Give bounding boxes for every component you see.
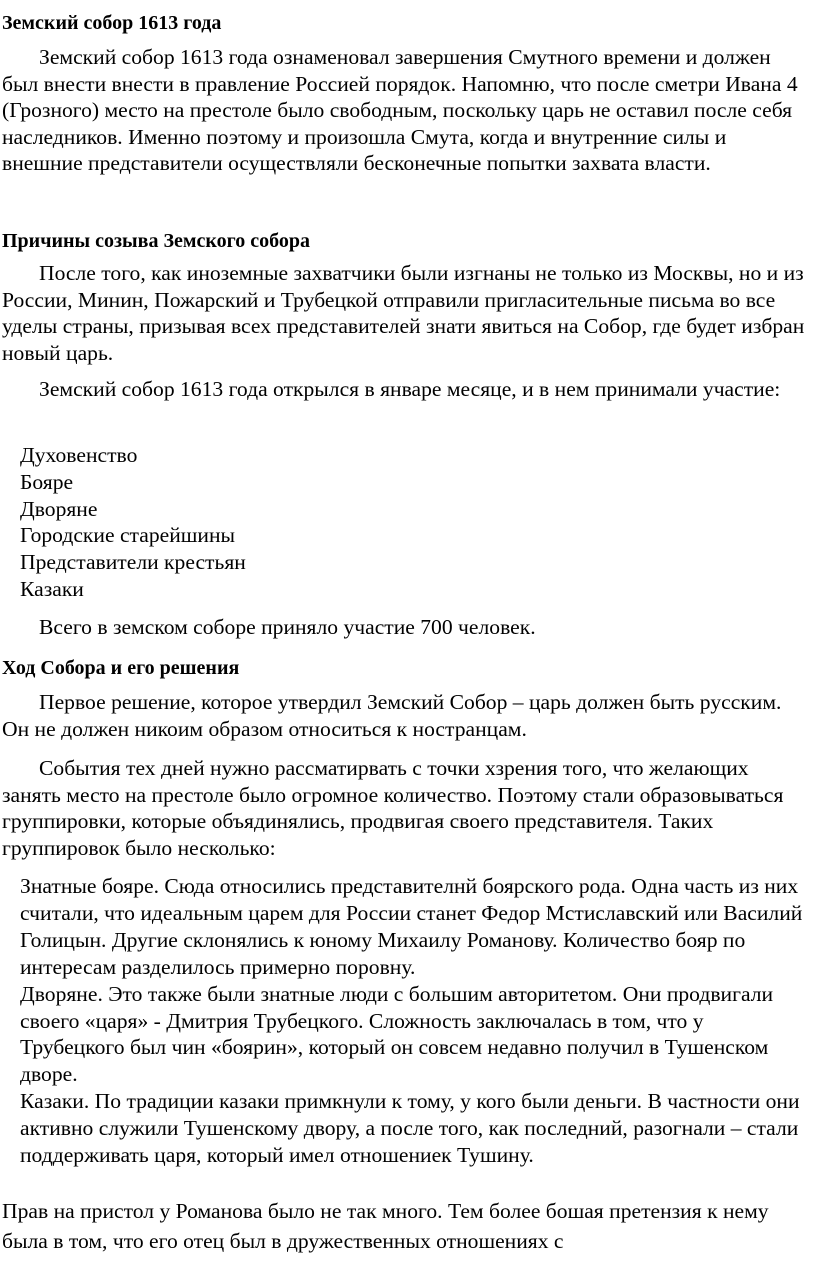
list-item: Духовенство: [20, 443, 138, 467]
reasons-text: После того, как иноземные захватчики были изгнаны не только из Москвы, но и из России, Минин, Пожарский и Трубецкой отправили пригласительные письма во все уделы страны, призывая всех представителей знати явиться на Собор, где будет избран новый царь.: [2, 261, 805, 365]
groups-list: [20, 873, 810, 1169]
section-heading-reasons: Причины созыва Земского собора: [2, 230, 310, 252]
events-text: События тех дней нужно рассматирвать с точки хзрения того, что желающих занять место на престоле было огромное количество. Поэтому стали образовываться группировки, которые объядинялись, продвигая своего представителя. Таких группировок было несколько:: [2, 756, 784, 860]
decision-text: Первое решение, которое утвердил Земский Собор – царь должен быть русским. Он не должен никоим образом относиться к ностранцам.: [2, 690, 782, 741]
opening-paragraph: [2, 376, 810, 403]
reasons-paragraph: [2, 260, 810, 366]
list-item: Представители крестьян: [20, 550, 246, 575]
list-item: Знатные бояре. Сюда относились представителнй боярского рода. Одна часть из них считали, что идеальным царем для России станет Федор Мстиславский или Василий Голицын. Другие склонялись к юному Михаилу Романову. Количество бояр по интересам разделилось примерно поровну.: [20, 874, 803, 979]
document-title: Земский собор 1613 года: [2, 12, 222, 34]
decision-paragraph: [2, 689, 810, 742]
closing-paragraph: Прав на пристол у Романова было не так много. Тем более бошая претензия к нему была в том, что его отец был в дружественных отношениях с: [2, 1199, 769, 1253]
participants-list: [20, 442, 246, 603]
intro-text: Земский собор 1613 года ознаменовал завершения Смутного времени и должен был внести внести в правление Россией порядок. Напомню, что после сметри Ивана 4 (Грозного) место на престоле было свободным, поскольку царь не оставил после себя наследников. Именно поэтому и произошла Смута, когда и внутренние силы и внешние представители осуществляли бесконечные попытки захвата власти.: [2, 45, 798, 176]
intro-paragraph: [2, 44, 810, 177]
list-item: Городские старейшины: [20, 523, 236, 548]
section-heading-decisions: Ход Собора и его решения: [2, 657, 240, 679]
total-paragraph: [2, 614, 810, 641]
list-item: Казаки: [20, 576, 84, 601]
events-paragraph: [2, 755, 810, 861]
opening-text: Земский собор 1613 года открылся в январе месяце, и в нем принимали участие:: [39, 377, 781, 401]
list-item: Казаки. По традиции казаки примкнули к тому, у кого были деньги. В частности они активно служили Тушенскому двору, а после того, как последний, разогнали – стали поддерживать царя, который имел отношениек Тушину.: [20, 1089, 800, 1168]
list-item: Бояре: [20, 469, 74, 494]
total-text: Всего в земском соборе приняло участие 700 человек.: [39, 615, 536, 639]
list-item: Дворяне. Это также были знатные люди с большим авторитетом. Они продвигали своего «царя» - Дмитрия Трубецкого. Сложность заключалась в том, что у Трубецкого был чин «боярин», который он совсем недавно получил в Тушенском дворе.: [20, 981, 774, 1087]
list-item: Дворяне: [20, 496, 98, 521]
